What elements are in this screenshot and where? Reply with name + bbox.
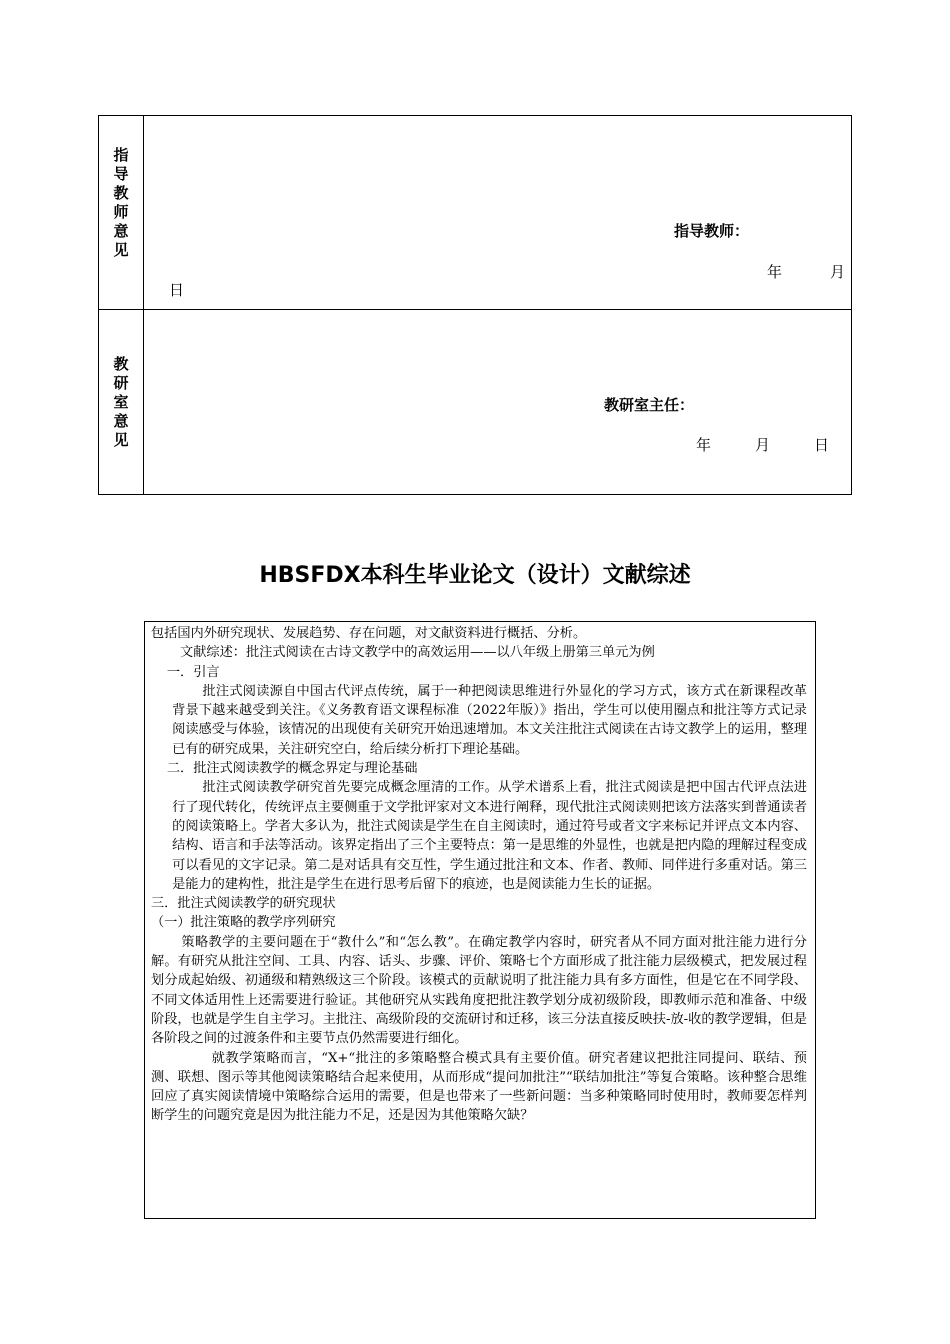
label-char: 见: [113, 431, 129, 449]
office-opinion-label: [112, 355, 130, 450]
section-1-heading: 一．引言: [166, 664, 220, 680]
section-3-paragraph-1: 策略教学的主要问题在于“教什么”和“怎么教”。在确定教学内容时，研究者从不同方面对批注能力进行分解。有研究从批注空间、工具、内容、话头、步骤、评价、策略七个方面形成了批注能力层级模式，把发展过程划分成起始级、初通级和精熟级这三个阶段。该模式的贡献说明了批注能力具有多方面性，但是它在不同学段、不同文体适用性上还需要进行验证。其他研究从实践角度把批注教学划分成初级阶段，即教师示范和准备、中级阶段，也就是学生自主学习。主批注、高级阶段的交流研讨和迁移，该三分法直接反映扶-放-收的教学逻辑，但是各阶段之间的过渡条件和主要节点仍然需要进行细化。: [151, 934, 807, 1047]
label-char: 研: [113, 374, 129, 392]
label-char: 见: [113, 241, 129, 259]
office-date-month: 月: [755, 436, 771, 454]
label-char: 指: [113, 146, 129, 164]
section-1-body: 批注式阅读源自中国古代评点传统，属于一种把阅读思维进行外显化的学习方式，该方式在新课程改革背景下越来越受到关注。《义务教育语文课程标准（2022年版）》指出，学生可以使用圈点和批注等方式记录阅读感受与体验，该情况的出现使有关研究开始迅速增加。本文关注批注式阅读在古诗文教学上的运用，整理已有的研究成果，关注研究空白，给后续分析打下理论基础。: [172, 683, 807, 757]
advisor-opinion-label: [112, 146, 130, 260]
section-2-heading: 二．批注式阅读教学的概念界定与理论基础: [166, 761, 418, 777]
advisor-date-day: 日: [169, 281, 185, 299]
label-char: 师: [113, 203, 129, 221]
table-row-divider: [99, 309, 851, 310]
section-3-subheading: （一）批注策略的教学序列研究: [151, 915, 336, 931]
label-char: 教: [113, 184, 129, 202]
office-date-day: 日: [814, 436, 830, 454]
label-char: 室: [113, 393, 129, 411]
intro-note: 包括国内外研究现状、发展趋势、存在问题，对文献资料进行概括、分析。: [151, 626, 587, 641]
label-char: 意: [113, 222, 129, 240]
section-3-heading: 三．批注式阅读教学的研究现状: [151, 896, 336, 912]
literature-review-box: [144, 621, 816, 1219]
label-char: 导: [113, 165, 129, 183]
advisor-signature-label: 指导教师：: [674, 222, 750, 240]
label-char: 教: [113, 355, 129, 373]
section-2-body: 批注式阅读教学研究首先要完成概念厘清的工作。从学术谱系上看，批注式阅读是把中国古代评点法进行了现代转化，传统评点主要侧重于文学批评家对文本进行阐释，现代批注式阅读则把该方法落实到普通读者的阅读策略上。学者大多认为，批注式阅读是学生在自主阅读时，通过符号或者文字来标记并评点文本内容、结构、语言和手法等活动。该界定指出了三个主要特点：第一是思维的外显性，也就是把内隐的理解过程变成可以看见的文字记录。第二是对话具有交互性，学生通过批注和文本、作者、教师、同伴进行多重对话。第三是能力的建构性，批注是学生在进行思考后留下的痕迹，也是阅读能力生长的证据。: [172, 780, 807, 892]
office-director-signature-label: 教研室主任：: [604, 396, 695, 414]
page-title: HBSFDX本科生毕业论文（设计）文献综述: [259, 563, 691, 588]
review-topic: 文献综述：批注式阅读在古诗文教学中的高效运用——以八年级上册第三单元为例: [180, 645, 655, 661]
advisor-date-year: 年: [767, 263, 783, 281]
advisor-date-month: 月: [830, 263, 846, 281]
section-3-paragraph-2: 就教学策略而言，“X+“批注的多策略整合模式具有主要价值。研究者建议把批注同提问、联结、预测、联想、图示等其他阅读策略结合起来使用，从而形成“提问加批注”“联结加批注”等复合策略。该种整合思维回应了真实阅读情境中策略综合运用的需要，但是也带来了一些新问题：当多种策略同时使用时，教师要怎样判断学生的问题究竟是因为批注能力不足，还是因为其他策略欠缺？: [151, 1050, 807, 1124]
label-char: 意: [113, 412, 129, 430]
review-content: [151, 624, 807, 1126]
approval-table: [98, 115, 852, 495]
office-date-year: 年: [696, 436, 712, 454]
table-column-divider: [143, 116, 144, 494]
